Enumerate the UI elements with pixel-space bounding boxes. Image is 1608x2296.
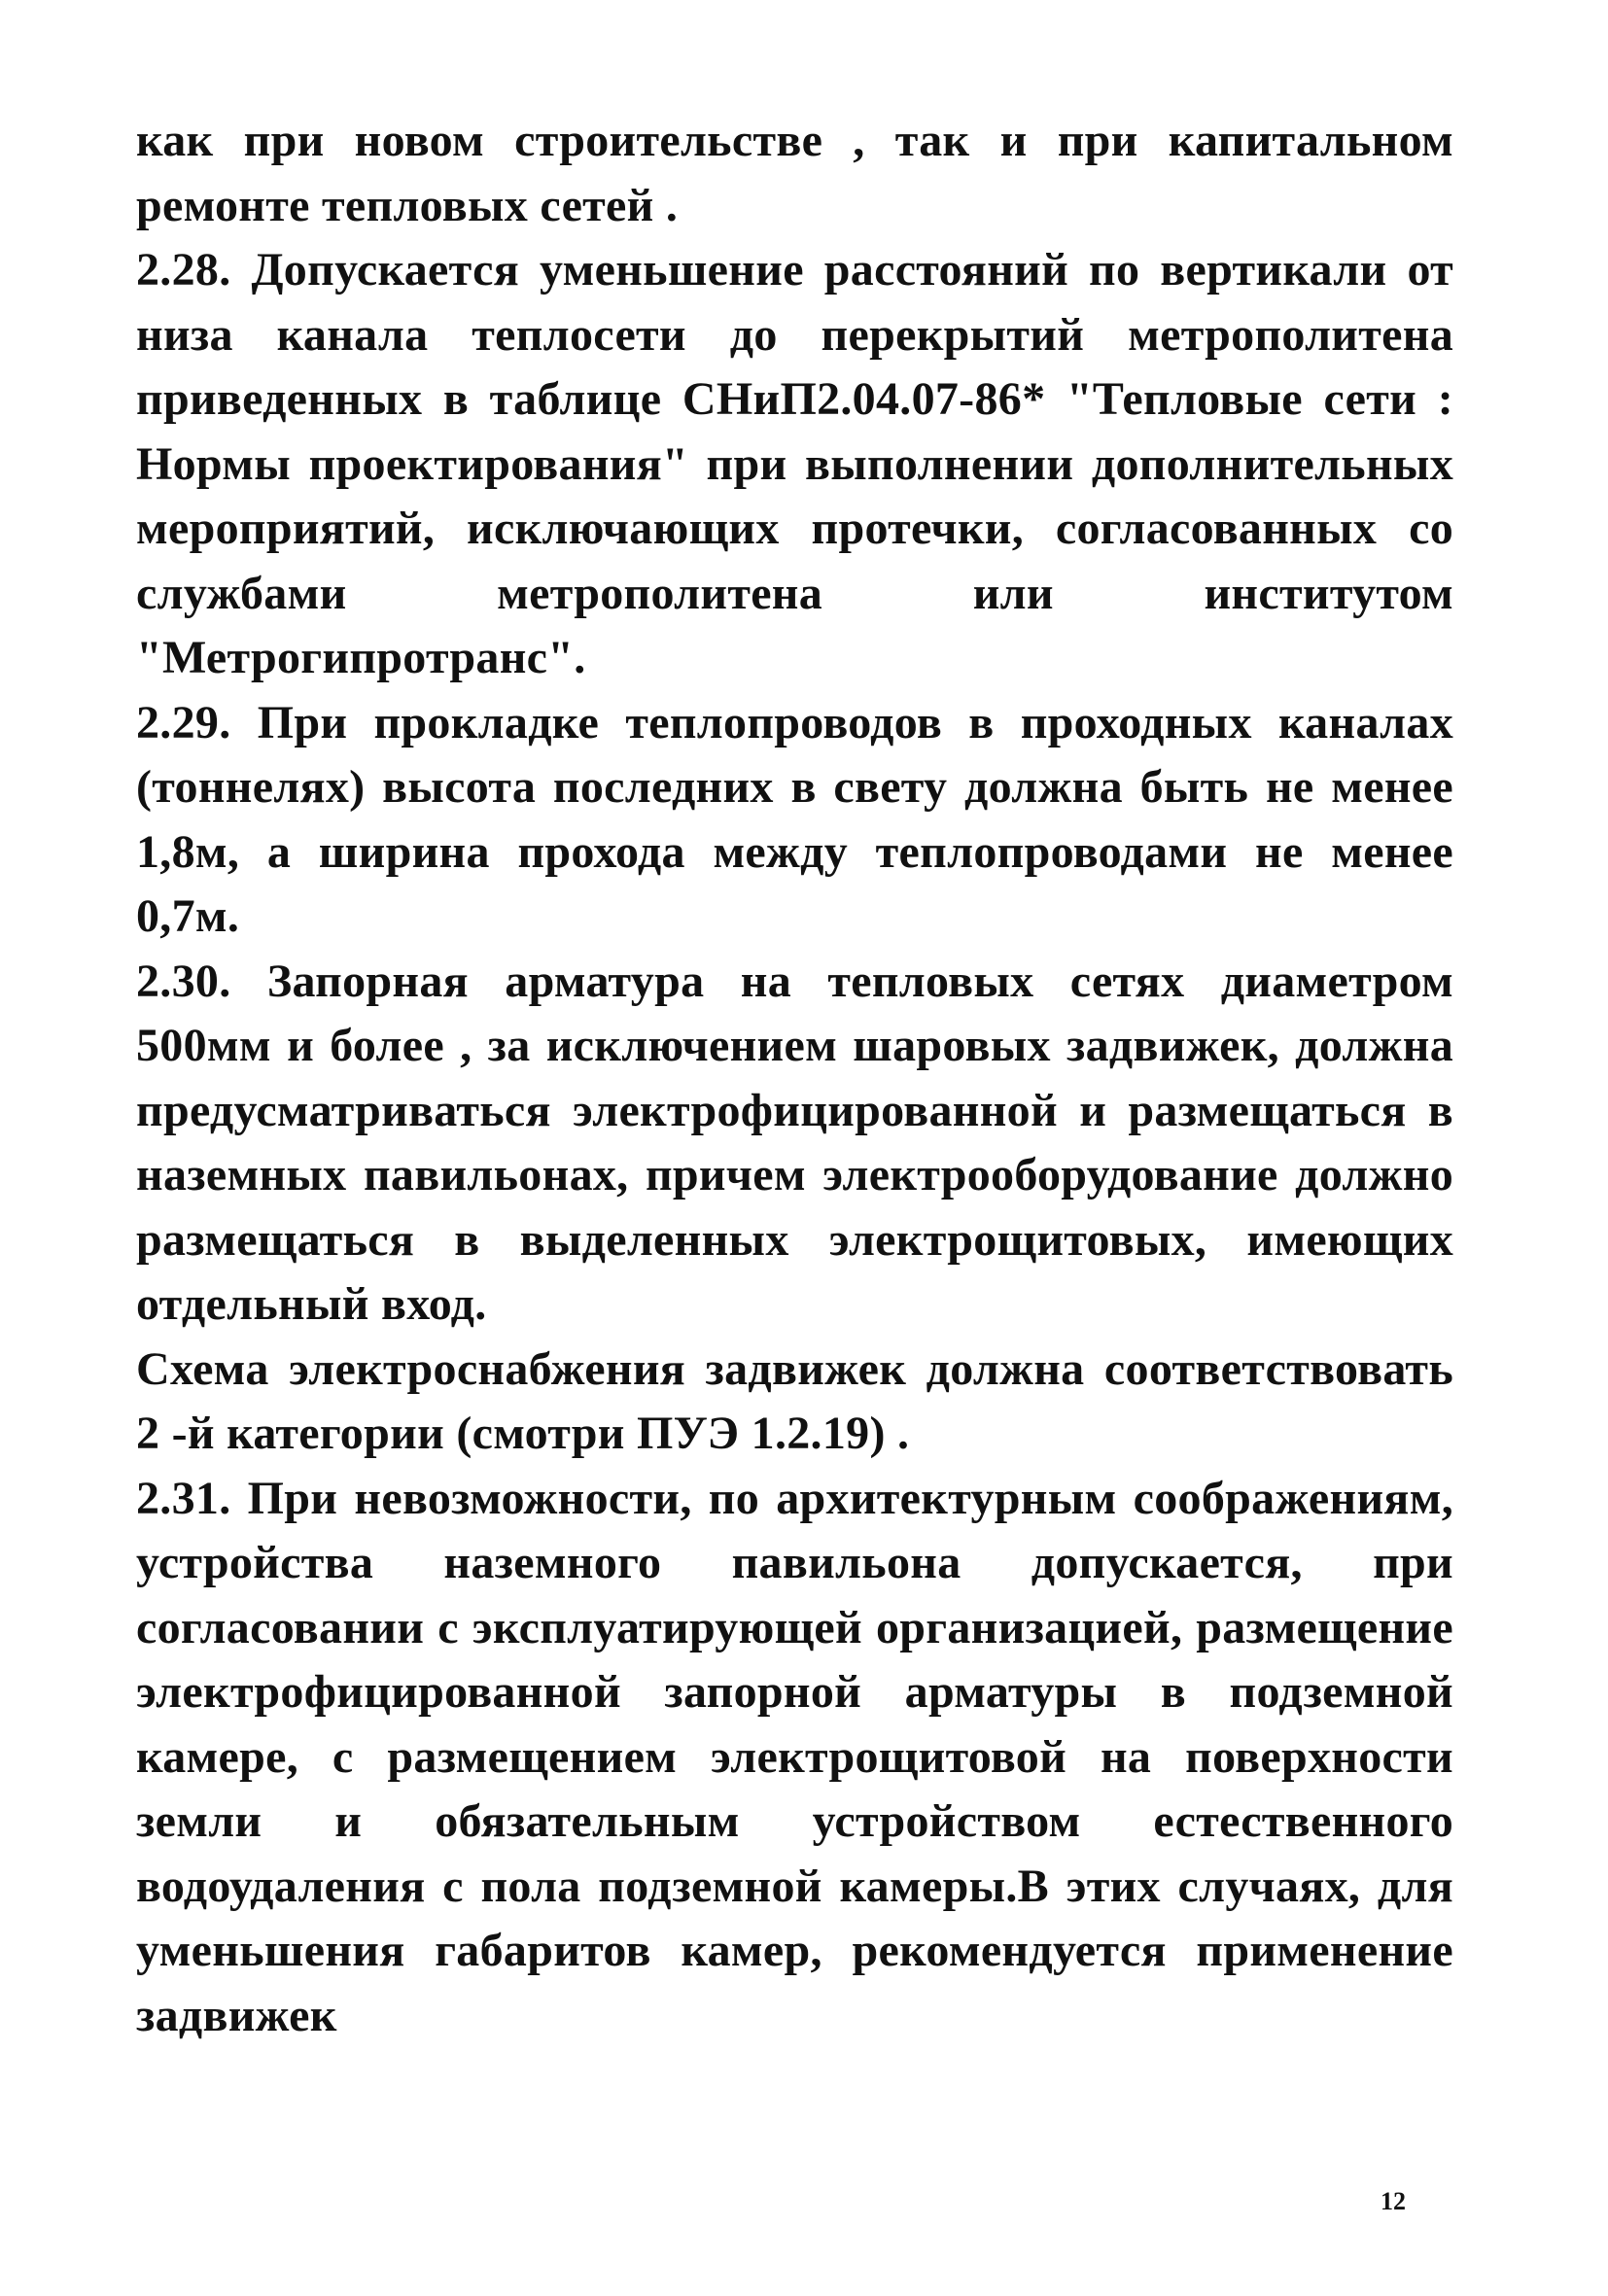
paragraph-2-31: 2.31. При невозможности, по архитектурным соображениям, устройства наземного павильона допускается, при согласовании с эксплуатирующей организацией, размещение электрофицированной запорной арматуры в подземной камере, с размещением электрощитовой на поверхности земли и обязательным устройством естественного водоудаления с пола подземной камеры.В этих случаях, для уменьшения габаритов камер, рекомендуется применение задвижек <box>136 1472 1453 2041</box>
paragraph-power-scheme: Схема электроснабжения задвижек должна соответствовать 2 -й категории (смотри ПУЭ 1.2.19) . <box>136 1342 1453 1459</box>
paragraph-2-28: 2.28. Допускается уменьшение расстояний по вертикали от низа канала теплосети до перекрытий метрополитена приведенных в таблице СНиП2.04.07-86* "Тепловые сети : Нормы проектирования" при выполнении дополнительных мероприятий, исключающих протечки, согласованных со службами метрополитена или институтом "Метрогипротранс". <box>136 244 1453 683</box>
paragraph-continuation: как при новом строительстве , так и при капитальном ремонте тепловых сетей . <box>136 115 1453 231</box>
page-number: 12 <box>1381 2187 1406 2215</box>
document-page <box>136 109 1453 2048</box>
paragraph-2-30: 2.30. Запорная арматура на тепловых сетях диаметром 500мм и более , за исключением шаровых задвижек, должна предусматриваться электрофицированной и размещаться в наземных павильонах, причем электрооборудование должно размещаться в выделенных электрощитовых, имеющих отдельный вход. <box>136 955 1453 1330</box>
paragraph-2-29: 2.29. При прокладке теплопроводов в проходных каналах (тоннелях) высота последних в свету должна быть не менее 1,8м, а ширина прохода между теплопроводами не менее 0,7м. <box>136 696 1453 942</box>
